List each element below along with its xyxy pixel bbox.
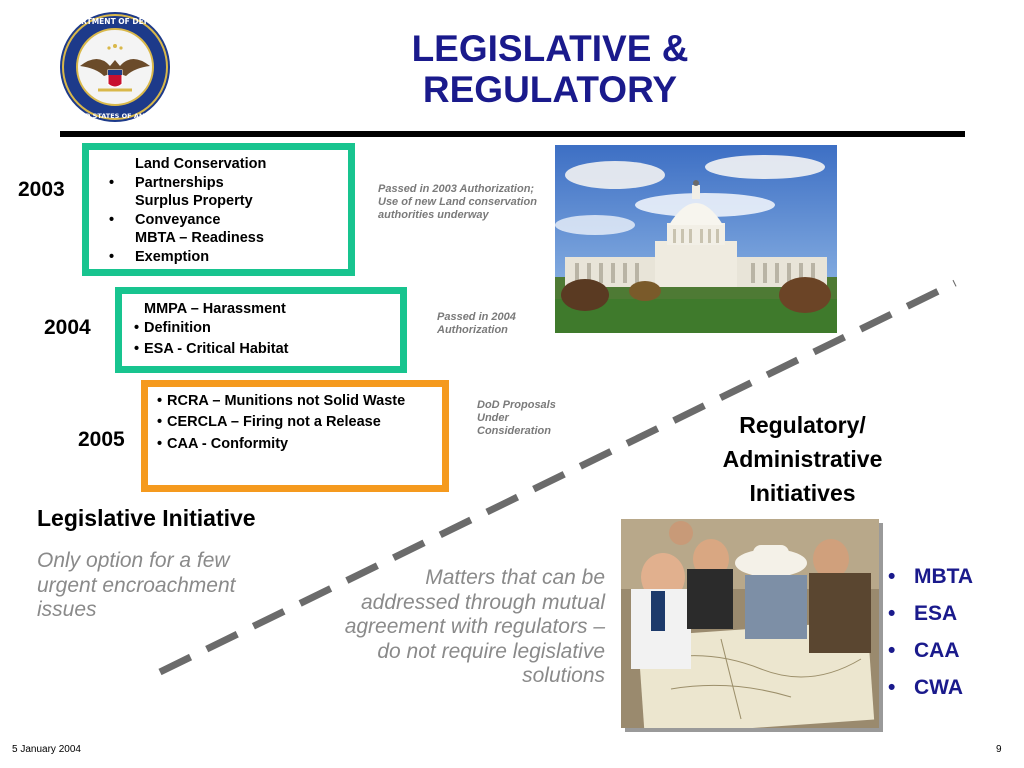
capitol-photo <box>555 145 837 333</box>
list-item: • CAA <box>888 639 960 662</box>
regulatory-heading-line-2: Administrative <box>722 446 883 472</box>
list-2004 <box>134 300 388 359</box>
box-2003 <box>82 143 355 276</box>
note-2004: Passed in 2004 Authorization <box>437 311 516 336</box>
svg-text:DEPARTMENT OF DEFENSE: DEPARTMENT OF DEFENSE <box>59 17 171 26</box>
capitol-illustration <box>555 145 837 333</box>
footer-date: 5 January 2004 <box>12 744 81 755</box>
meeting-photo <box>621 519 879 728</box>
list-item: •Surplus Property Conveyance <box>109 193 253 228</box>
list-item: •MBTA – Readiness Exemption <box>109 230 264 265</box>
list-2005 <box>157 392 433 454</box>
box-2004 <box>115 287 407 373</box>
page-number: 9 <box>996 744 1002 755</box>
matters-description: Matters that can be addressed through mutual agreement with regulators – do not require legislative solutions <box>344 566 605 687</box>
box-2005 <box>141 380 449 492</box>
note-2005: DoD Proposals Under Consideration <box>477 399 556 437</box>
list-2003 <box>95 155 342 266</box>
year-2003: 2003 <box>18 178 65 201</box>
list-item: • MBTA <box>888 565 974 588</box>
list-item: • CWA <box>888 676 963 699</box>
legislative-description: Only option for a few urgent encroachment issues <box>37 549 236 621</box>
svg-text:UNITED STATES OF AMERICA: UNITED STATES OF AMERICA <box>62 112 168 120</box>
title-line-2: REGULATORY <box>422 69 678 110</box>
list-item: •Land Conservation Partnerships <box>109 156 267 191</box>
regulatory-heading-line-1: Regulatory/ <box>739 412 866 438</box>
list-item: •MMPA – Harassment Definition <box>134 301 286 336</box>
list-item: • ESA <box>888 602 958 625</box>
list-item: • RCRA – Munitions not Solid Waste <box>157 393 406 409</box>
list-item: • ESA - Critical Habitat <box>134 341 289 357</box>
year-2005: 2005 <box>78 428 125 451</box>
note-2003: Passed in 2003 Authorization; Use of new Land conservation authorities underway <box>378 183 537 221</box>
list-item: • CERCLA – Firing not a Release <box>157 413 381 430</box>
legislative-heading: Legislative Initiative <box>37 505 256 531</box>
list-item: • CAA - Conformity <box>157 436 289 452</box>
title-line-1: LEGISLATIVE & <box>411 28 689 69</box>
regulatory-list <box>888 558 973 706</box>
year-2004: 2004 <box>44 316 91 339</box>
meeting-illustration <box>621 519 879 728</box>
regulatory-heading <box>690 408 915 510</box>
regulatory-heading-line-3: Initiatives <box>749 480 856 506</box>
